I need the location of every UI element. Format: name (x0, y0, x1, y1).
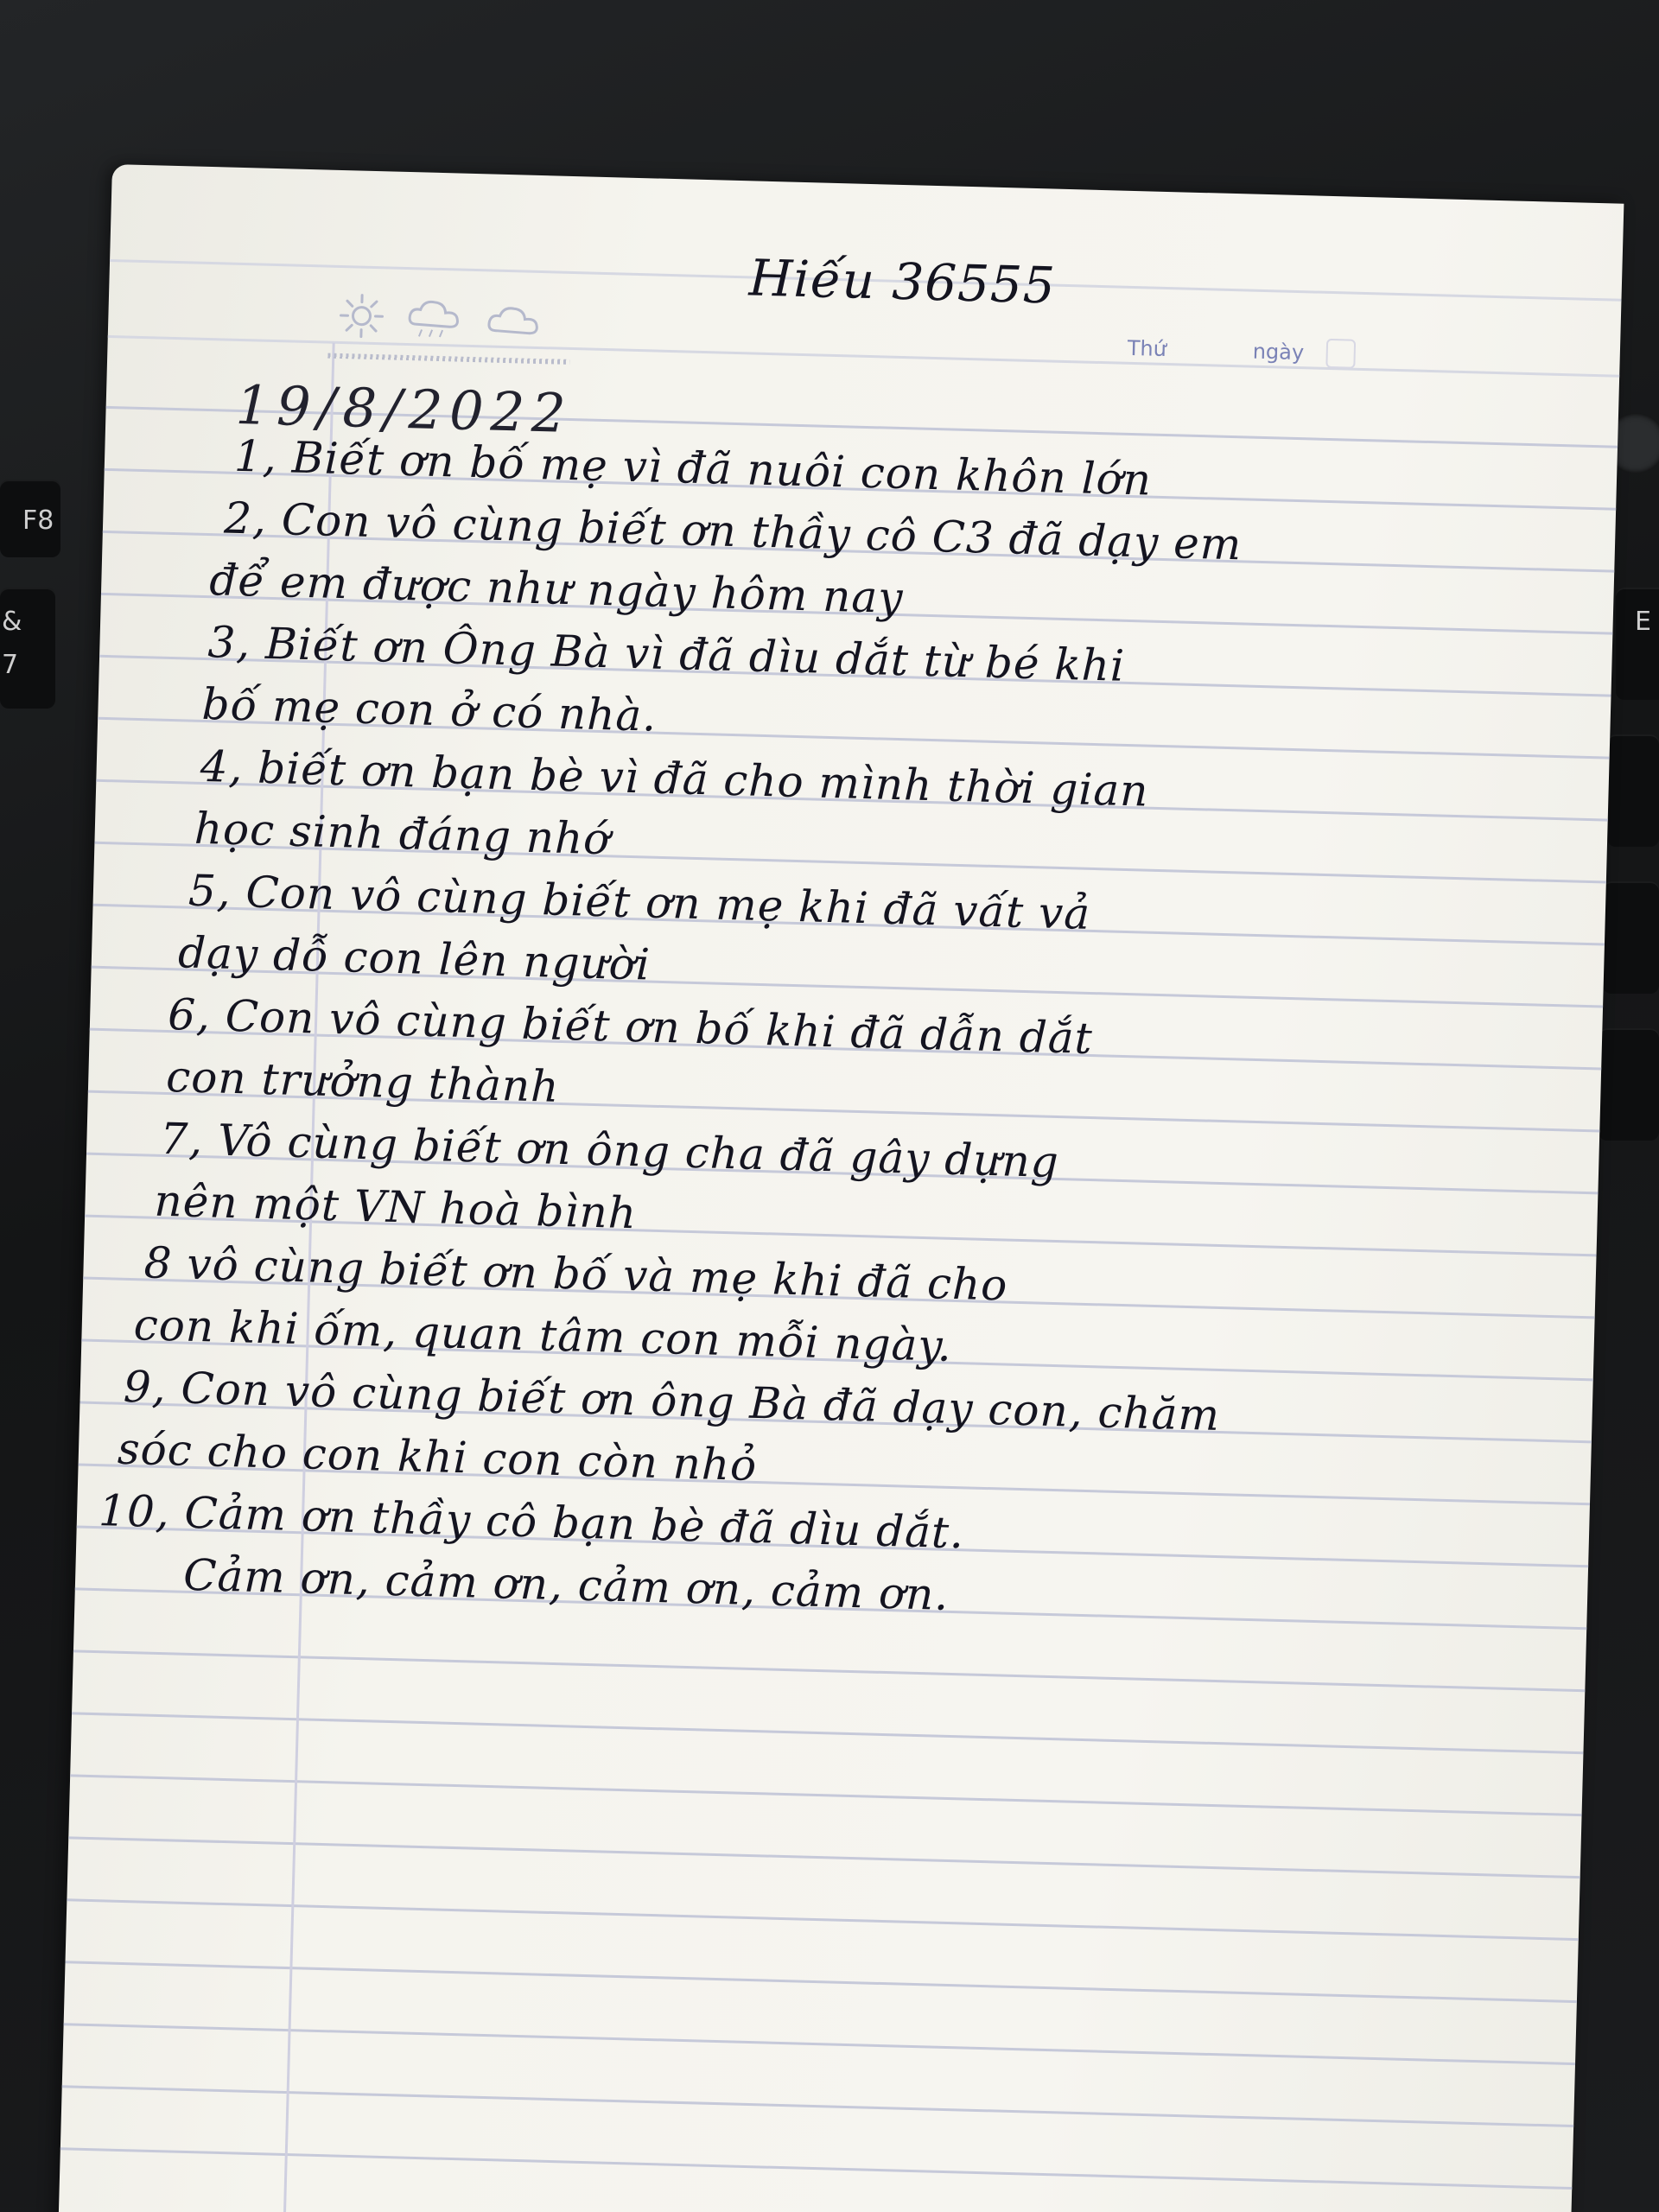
gratitude-line: 10, Cảm ơn thầy cô bạn bè đã dìu dắt. (98, 1485, 965, 1559)
weather-dots (327, 353, 569, 365)
rain-cloud-icon (404, 293, 466, 343)
key-label-7: 7 (2, 650, 19, 680)
gratitude-line: 9, Con vô cùng biết ơn ông Bà đã dạy con, chăm (123, 1361, 1221, 1441)
key-label-ampersand: & (2, 607, 22, 637)
gratitude-line: nên một VN hoà bình (153, 1175, 638, 1239)
gratitude-line: 5, Con vô cùng biết ơn mẹ khi đã vất vả (188, 865, 1091, 939)
key-label-e: E (1635, 607, 1651, 637)
gratitude-line: để em được như ngày hôm nay (208, 555, 905, 624)
date-label: ngày (1252, 339, 1305, 365)
gratitude-line: 1, Biết ơn bố mẹ vì đã nuôi con khôn lớn (233, 430, 1153, 505)
keyboard-key-7 (0, 588, 55, 709)
sun-icon (337, 291, 386, 340)
gratitude-line: 6, Con vô cùng biết ơn bố khi đã dẫn dắt (167, 989, 1094, 1065)
key-label-f8: F8 (22, 505, 54, 536)
cloud-icon (484, 297, 545, 342)
handwritten-date: 19/8/2022 (234, 372, 574, 446)
gratitude-line: 8 vô cùng biết ơn bố và mẹ khi đã cho (143, 1237, 1009, 1311)
keyboard-key-e (1616, 588, 1659, 700)
keyboard-key (1599, 1028, 1659, 1141)
keyboard-key (1607, 734, 1659, 847)
notebook-page (58, 164, 1624, 2212)
gratitude-line: học sinh đáng nhớ (194, 803, 612, 865)
gratitude-line: dạy dỗ con lên người (177, 927, 652, 990)
weather-icons (337, 291, 545, 345)
gratitude-line: 2, Con vô cùng biết ơn thầy cô C3 đã dạy em (223, 493, 1243, 570)
gratitude-line: 3, Biết ơn Ông Bà vì đã dìu dắt từ bé khi (207, 617, 1126, 691)
gratitude-line: bố mẹ con ở có nhà. (200, 678, 658, 741)
gratitude-line: 4, biết ơn bạn bè vì đã cho mình thời gian (200, 741, 1150, 817)
handwritten-name-header: Hiếu 36555 (747, 248, 1057, 315)
gratitude-line: sóc cho con khi con còn nhỏ (117, 1423, 758, 1491)
gratitude-line: con khi ốm, quan tâm con mỗi ngày. (133, 1300, 953, 1371)
keyboard-key (1603, 881, 1659, 994)
day-of-week-label: Thứ (1127, 335, 1167, 362)
date-box (1325, 339, 1356, 369)
keyboard-key-f8 (0, 480, 60, 557)
gratitude-line: 7, Vô cùng biết ơn ông cha đã gây dựng (159, 1113, 1060, 1188)
gratitude-line: Cảm ơn, cảm ơn, cảm ơn, cảm ơn. (182, 1549, 950, 1620)
gratitude-line: con trưởng thành (165, 1052, 561, 1112)
